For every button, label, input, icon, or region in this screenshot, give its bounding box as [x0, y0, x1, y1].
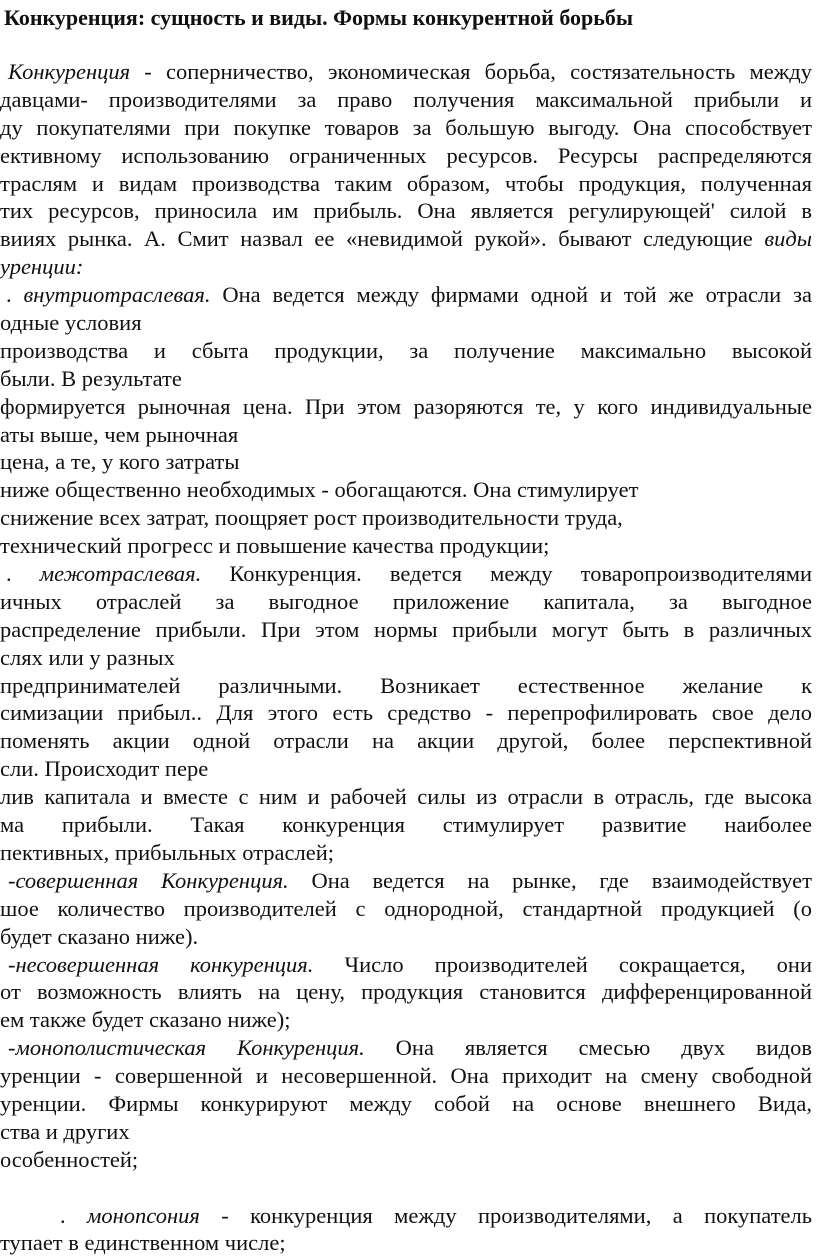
text-line: ичных отраслей за выгодное приложение капитала, за выгодное: [0, 588, 812, 614]
text-line: ниже общественно необходимых - обогащаются. Она стимулирует: [0, 477, 639, 503]
text-line: Конкуренция - соперничество, экономическая борьба, состязательность между: [8, 59, 812, 84]
text-line: от возможность влиять на цену, продукция становится дифференцированной: [0, 979, 812, 1005]
text-line: -монополистическая Конкуренция. Она является смесью двух видов: [8, 1035, 812, 1061]
text-line: шое количество производителей с однородной, стандартной продукцией (о: [0, 895, 812, 921]
text-line: распределение прибыли. При этом нормы прибыли могут быть в различных: [0, 616, 812, 642]
text-line: . внутриотраслевая. Она ведется между фирмами одной и той же отрасли за: [6, 282, 812, 308]
text-line: снижение всех затрат, поощряет рост производительности труда,: [0, 505, 623, 531]
text-line: . межотраслевая. Конкуренция. ведется между товаропроизводителями: [6, 561, 812, 587]
text-line: траслям и видам производства таким образом, чтобы продукция, полученная: [0, 170, 812, 196]
text-line: предпринимателей различными. Возникает естественное желание к: [0, 672, 812, 698]
text-line: уренции:: [0, 254, 84, 280]
text-line: аты выше, чем рыночная: [0, 421, 239, 447]
text-line: ма прибыли. Такая конкуренция стимулирует развитие наиболее: [0, 812, 812, 838]
text-line: ства и других: [0, 1118, 130, 1144]
text-line: формируется рыночная цена. При этом разоряются те, у кого индивидуальные: [0, 393, 812, 419]
document-body: [0, 58, 816, 1257]
text-line: особенностей;: [0, 1146, 139, 1172]
text-line: были. В результате: [0, 365, 182, 391]
text-line: будет сказано ниже).: [0, 923, 199, 949]
text-line: ду покупателями при покупке товаров за большую выгоду. Она способствует: [0, 114, 812, 140]
text-line: лив капитала и вместе с ним и рабочей силы из отрасли в отрасль, где высока: [0, 784, 812, 810]
text-line: пективных, прибыльных отраслей;: [0, 839, 335, 865]
text-line: -несовершенная конкуренция. Число производителей сокращается, они: [8, 951, 812, 977]
text-line: сли. Происходит пере: [0, 756, 209, 782]
text-line: симизации прибыл.. Для этого есть средство - перепрофилировать свое дело: [0, 700, 812, 726]
text-line: [0, 1174, 812, 1202]
text-line: тупает в единственном числе;: [0, 1230, 286, 1256]
text-line: слях или у разных: [0, 644, 175, 670]
text-line: -совершенная Конкуренция. Она ведется на рынке, где взаимодействует: [8, 867, 812, 893]
text-line: вииях рынка. А. Смит назвал ее «невидимой рукой». бывают следующие виды: [0, 226, 812, 252]
text-line: . монопсония - конкуренция между производителями, а покупатель: [60, 1202, 812, 1228]
text-line: технический прогресс и повышение качества продукции;: [0, 533, 550, 559]
text-line: давцами- производителями за право получения максимальной прибыли и: [0, 86, 812, 112]
document-title: Конкуренция: сущность и виды. Формы конкурентной борьбы: [4, 5, 634, 30]
text-line: ективному использованию ограниченных ресурсов. Ресурсы распределяются: [0, 142, 812, 168]
text-line: ем также будет сказано ниже);: [0, 1007, 291, 1033]
text-line: уренции - совершенной и несовершенной. Она приходит на смену свободной: [0, 1063, 812, 1089]
text-line: одные условия: [0, 310, 142, 336]
text-line: поменять акции одной отрасли на акции другой, более перспективной: [0, 728, 812, 754]
text-line: производства и сбыта продукции, за получение максимально высокой: [0, 337, 812, 363]
text-line: цена, а те, у кого затраты: [0, 449, 240, 475]
text-line: уренции. Фирмы конкурируют между собой на основе внешнего Вида,: [0, 1090, 812, 1116]
text-line: тих ресурсов, приносила им прибыль. Она является регулирующей' силой в: [0, 198, 812, 224]
